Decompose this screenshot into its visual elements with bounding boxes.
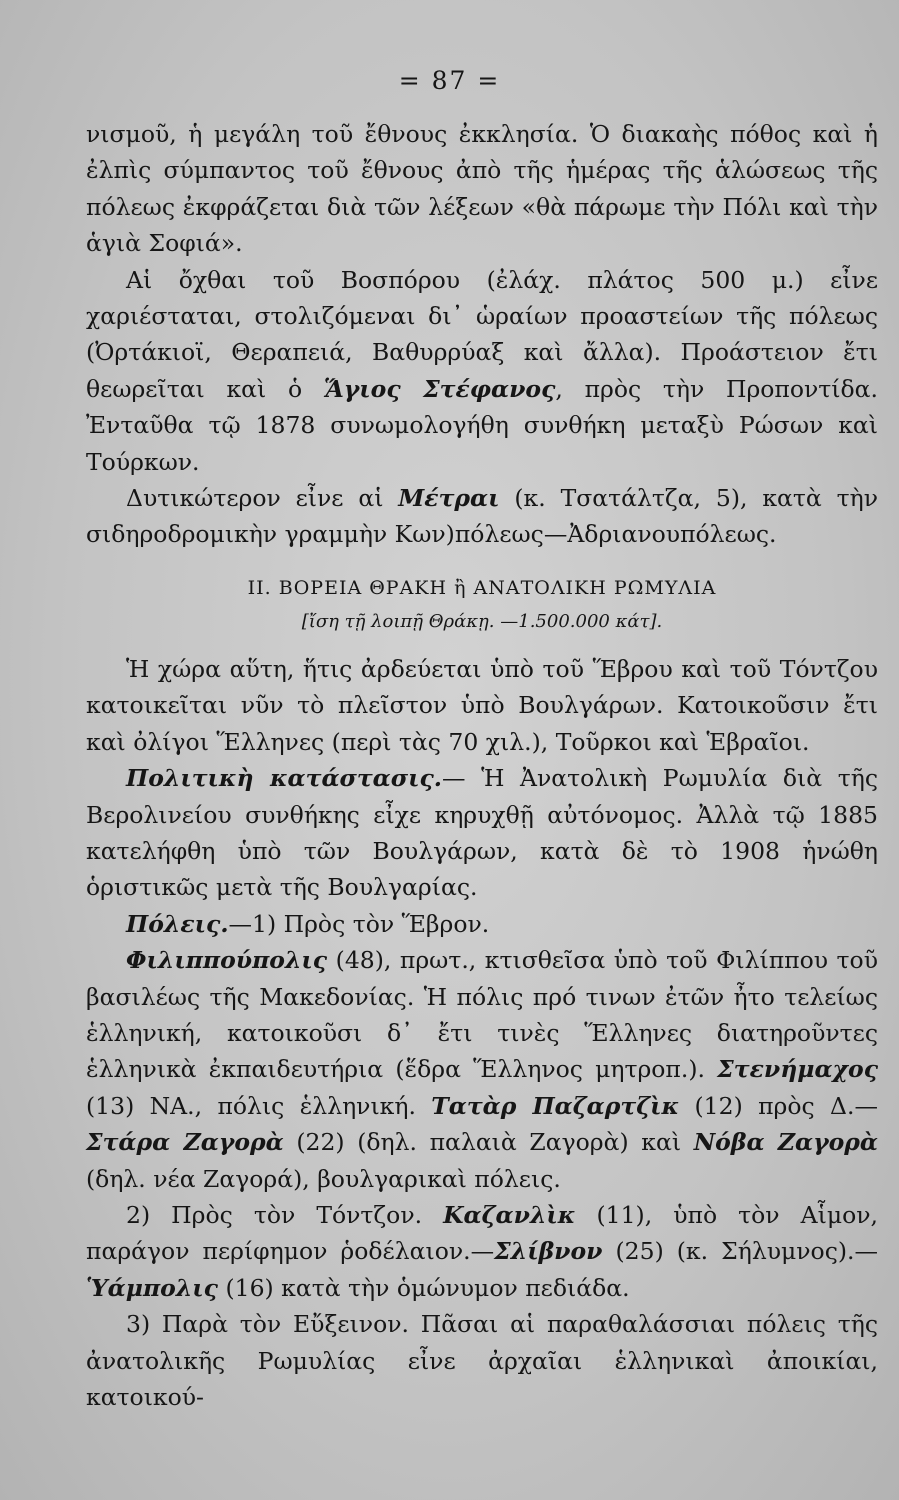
text-run: , πρὸς τὴν Προποντίδα. Ἐνταῦθα τῷ 1878 συνωμολογήθη συνθήκη μεταξὺ Ρώσων καὶ Τούρκων. [86, 374, 878, 476]
paragraph-philippoupolis [86, 942, 878, 1197]
place-name: Ὑάμπολις [86, 1273, 218, 1302]
place-name: Ἅγιος Στέφανος [323, 374, 556, 403]
paragraph-cities [86, 906, 878, 942]
place-name: Στάρα Ζαγορὰ [86, 1128, 284, 1157]
paragraph-euxeinos [86, 1306, 878, 1415]
text-run: Ἡ χώρα αὕτη, ἥτις ἀρδεύεται ὑπὸ τοῦ Ἕβρου καὶ τοῦ Τόντζου κατοικεῖται νῦν τὸ πλεῖστον ὑπὸ Βουλγάρων. Κατοικοῦσιν ἔτι καὶ ὀλίγοι Ἕλληνες (περὶ τὰς 70 χιλ.), Τοῦρκοι καὶ Ἑβραῖοι. [86, 654, 878, 756]
page-number: = 87 = [398, 66, 501, 95]
paragraph-tonzos [86, 1197, 878, 1306]
text-run: (48), πρωτ., κτισθεῖσα ὑπὸ τοῦ Φιλίππου τοῦ βασιλέως τῆς Μακεδονίας. Ἡ πόλις πρό τινων ἐτῶν ἦτο τελείως ἑλληνική, κατοικοῦσι δ᾽ ἔτι τινὲς Ἕλληνες διατηροῦντες ἑλληνικὰ ἐκπαιδευτήρια (ἕδρα Ἕλληνος μητροπ.). [86, 946, 878, 1084]
place-name: Καζανλὶκ [443, 1200, 576, 1229]
place-name: Τατὰρ Παζαρτζὶκ [431, 1091, 680, 1120]
text-run: (κ. Τσατάλτζα, 5), κατὰ τὴν σιδηροδρομικὴν γραμμὴν Κων)πόλεως—Ἀδριανουπόλεως. [86, 484, 878, 549]
run-in-heading: Πολιτικὴ κατάστασις. [126, 764, 442, 793]
text-run: (16) κατὰ τὴν ὁμώνυμον πεδιάδα. [217, 1273, 630, 1302]
text-run: — Ἡ Ἀνατολικὴ Ρωμυλία διὰ τῆς Βερολινείου συνθήκης εἶχε κηρυχθῇ αὐτόνομος. Ἀλλὰ τῷ 1885 κατελήφθη ὑπὸ τῶν Βουλγάρων, κατὰ δὲ τὸ 1908 ἡνώθη ὁριστικῶς μετὰ τῆς Βουλγαρίας. [86, 764, 878, 902]
text-run: (11), ὑπὸ τὸν Αἷμον, παράγον περίφημον ῥοδέλαιον.— [86, 1200, 878, 1266]
text-run: 3) Παρὰ τὸν Εὔξεινον. Πᾶσαι αἱ παραθαλάσσιαι πόλεις τῆς ἀνατολικῆς Ρωμυλίας εἶνε ἀρχαῖαι ἑλληνικαὶ ἀποικίαι, κατοικού- [86, 1310, 878, 1411]
text-run: —1) Πρὸς τὸν Ἕβρον. [228, 909, 490, 938]
paragraph-metrai [86, 480, 878, 553]
body-text [86, 116, 878, 1415]
paragraph-country [86, 651, 878, 760]
paragraph-bosporus [86, 262, 878, 480]
text-run: Αἱ ὄχθαι τοῦ Βοσπόρου (ἐλάχ. πλάτος 500 μ.) εἶνε χαριέσταται, στολιζόμεναι δι᾽ ὡραίων προαστείων τῆς πόλεως (Ὀρτάκιοϊ, Θεραπειά, Βαθυρρύαξ καὶ ἄλλα). Προάστειον ἔτι θεωρεῖται καὶ ὁ [86, 265, 878, 403]
section-heading: ΙΙ. ΒΟΡΕΙΑ ΘΡΑΚΗ ἢ ΑΝΑΤΟΛΙΚΗ ΡΩΜΥΛΙΑ [247, 576, 717, 599]
text-run: (12) πρὸς Δ.— [679, 1091, 878, 1120]
place-name: Φιλιππούπολις [126, 946, 328, 975]
run-in-heading: Πόλεις. [126, 909, 229, 938]
text-run: νισμοῦ, ἡ μεγάλη τοῦ ἔθνους ἐκκλησία. Ὁ διακαὴς πόθος καὶ ἡ ἐλπὶς σύμπαντος τοῦ ἔθνους ἀπὸ τῆς ἡμέρας τῆς ἁλώσεως τῆς πόλεως ἐκφράζεται διὰ τῶν λέξεων «θὰ πάρωμε τὴν Πόλι καὶ τὴν ἁγιὰ Σοφιά». [86, 120, 878, 258]
text-run: (25) (κ. Σήλυμνος).— [602, 1237, 879, 1266]
text-run: (13) ΝΑ., πόλις ἑλληνική. [86, 1091, 432, 1120]
text-run: (22) (δηλ. παλαιὰ Ζαγορὰ) καὶ [283, 1128, 694, 1157]
text-run: 2) Πρὸς τὸν Τόντζον. [126, 1200, 444, 1229]
text-run: Δυτικώτερον εἶνε αἱ [126, 484, 399, 513]
section-subheading: [ἴση τῇ λοιπῇ Θράκῃ. —1.500.000 κάτ]. [301, 610, 663, 632]
place-name: Νόβα Ζαγορὰ [693, 1128, 879, 1157]
place-name: Σλίβνον [494, 1237, 603, 1266]
paragraph-political [86, 760, 878, 906]
place-name: Μέτραι [398, 484, 500, 513]
paragraph-continuation [86, 116, 878, 262]
text-run: (δηλ. νέα Ζαγορά), βουλγαρικαὶ πόλεις. [86, 1164, 561, 1193]
place-name: Στενήμαχος [717, 1055, 878, 1084]
